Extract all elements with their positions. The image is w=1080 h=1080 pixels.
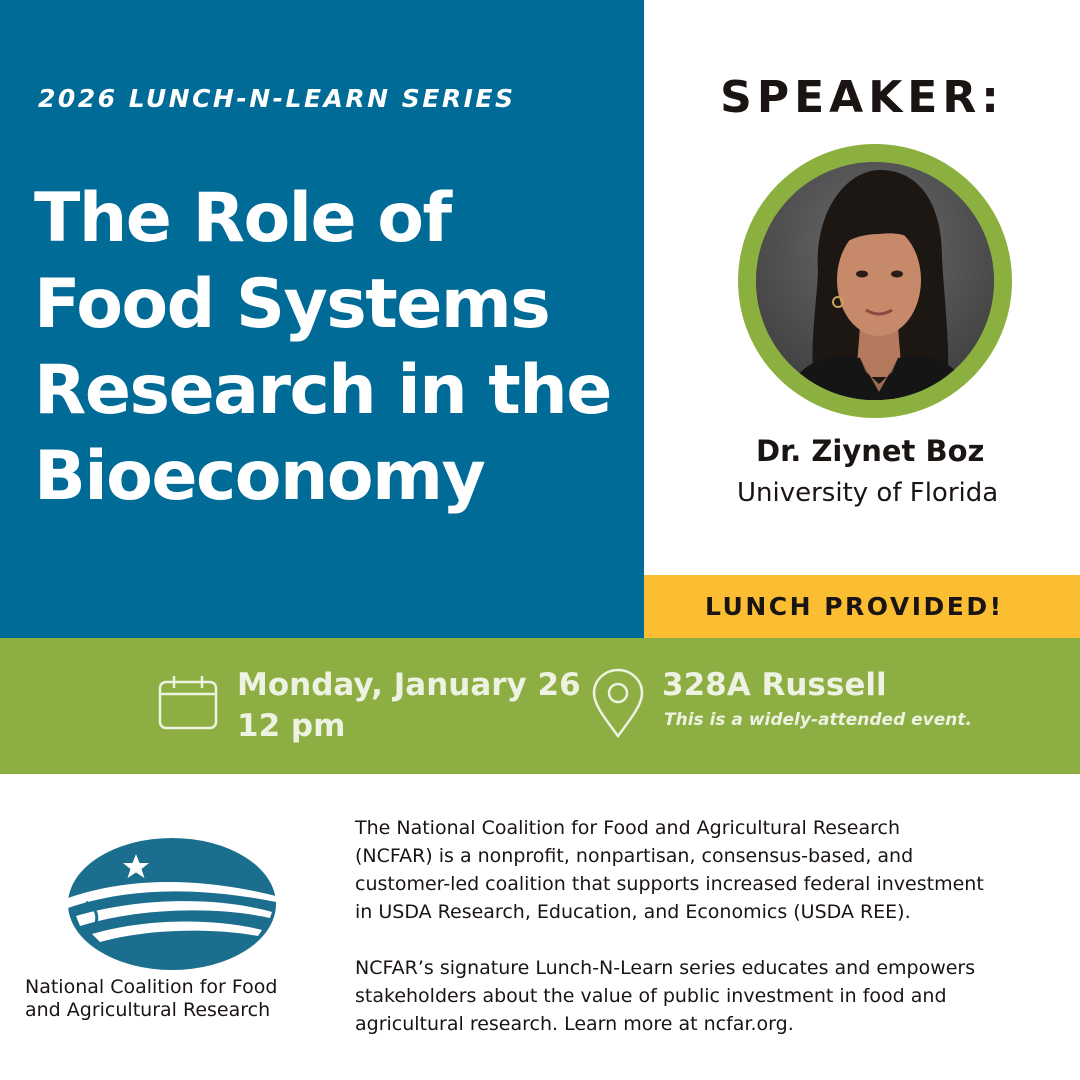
event-date: Monday, January 26 [237,667,581,703]
about-paragraph [355,814,1075,926]
ncfar-logo [66,836,278,972]
speaker-photo [756,162,994,400]
about-line: The National Coalition for Food and Agricultural Research [355,817,900,839]
calendar-icon [158,674,218,730]
about-line: customer-led coalition that supports increased federal investment [355,873,984,895]
speaker-affiliation: University of Florida [737,478,999,508]
event-title-line: Bioeconomy [34,437,485,516]
event-title-line: Food Systems [34,265,550,344]
about-paragraph [355,954,1075,1038]
logo-wordmark-line: National Coalition for Food [25,976,278,998]
location-pin-icon [591,668,645,738]
speaker-heading: SPEAKER: [720,72,1004,123]
event-time: 12 pm [237,708,346,744]
event-title-line: Research in the [34,351,611,430]
event-location-note: This is a widely-attended event. [664,710,972,730]
event-location: 328A Russell [662,667,887,703]
series-label: 2026 LUNCH-N-LEARN SERIES [38,84,516,113]
logo-wordmark [25,976,277,1022]
about-text [355,814,1075,1066]
logo-wordmark-line: and Agricultural Research [25,999,271,1021]
about-line: NCFAR’s signature Lunch-N-Learn series educates and empowers [355,957,976,979]
about-line: agricultural research. Learn more at ncfar.org. [355,1013,794,1035]
speaker-name: Dr. Ziynet Boz [756,434,985,468]
event-title-line: The Role of [34,179,451,258]
about-line: (NCFAR) is a nonprofit, nonpartisan, consensus-based, and [355,845,914,867]
about-line: in USDA Research, Education, and Economics (USDA REE). [355,901,911,923]
lunch-banner-text: LUNCH PROVIDED! [705,592,1004,621]
event-title [34,176,634,520]
about-line: stakeholders about the value of public investment in food and [355,985,947,1007]
speaker-portrait [756,162,994,400]
